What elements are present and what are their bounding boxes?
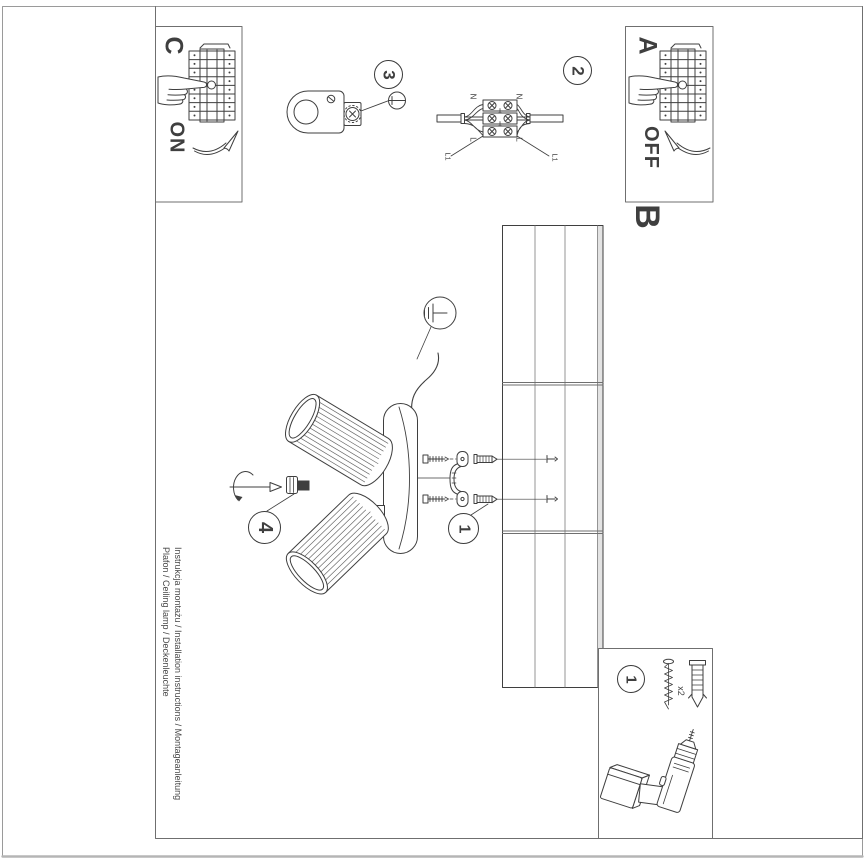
kit-box <box>599 649 713 839</box>
mount-screw-top <box>423 455 456 463</box>
step-2-badge: 2 <box>563 56 592 85</box>
lamp-shade-lower <box>280 486 396 600</box>
step4-leader <box>267 494 294 511</box>
canopy <box>384 404 418 554</box>
panel-a-label: A <box>633 35 662 55</box>
ground-wire-icon <box>412 353 439 420</box>
knob-icon <box>287 477 310 494</box>
screw-qty-label: x2 <box>675 686 686 696</box>
footer-title <box>160 547 184 800</box>
wire-label-neutral-right: N <box>514 93 524 99</box>
wire-label-live-left: L <box>468 136 478 142</box>
step-1-badge: 1 <box>448 513 479 544</box>
mount-screw-bottom <box>423 495 456 503</box>
step-3-badge: 3 <box>374 60 403 89</box>
lamp-illustration <box>230 389 450 600</box>
ground-symbol-icon <box>417 297 456 359</box>
wire-label-live-right: L <box>514 136 524 142</box>
step-4-badge: 4 <box>248 511 281 544</box>
rotation-arrow-icon <box>230 471 282 501</box>
mounting-bracket-icon <box>423 452 546 516</box>
page-border <box>3 7 863 857</box>
panel-c-label: C <box>159 35 188 55</box>
wire-label-neutral-left: N <box>468 93 478 99</box>
ceiling-illustration <box>503 226 604 688</box>
ceiling-anchor-marks <box>547 456 558 503</box>
kit-step-1-badge: 1 <box>617 665 645 693</box>
switch-state-off: OFF <box>639 125 662 169</box>
lamp-holder-icon <box>287 91 389 133</box>
wire-label-l1-right: L1 <box>550 152 560 162</box>
lamp-shade-upper <box>279 389 400 491</box>
footer-line-2: Plafon / Ceiling lamp / Deckenleuchte <box>161 547 171 697</box>
footer-line-1: Instrukcja montażu / Installation instructions / Montageanleitung <box>173 547 183 801</box>
panel-b-label: B <box>627 203 666 229</box>
wire-label-l1-left: L1 <box>443 151 453 161</box>
switch-state-on: ON <box>165 121 188 153</box>
step1-leader <box>471 504 488 515</box>
terminal-pin <box>361 101 389 112</box>
screwdriver-icon <box>389 92 406 109</box>
